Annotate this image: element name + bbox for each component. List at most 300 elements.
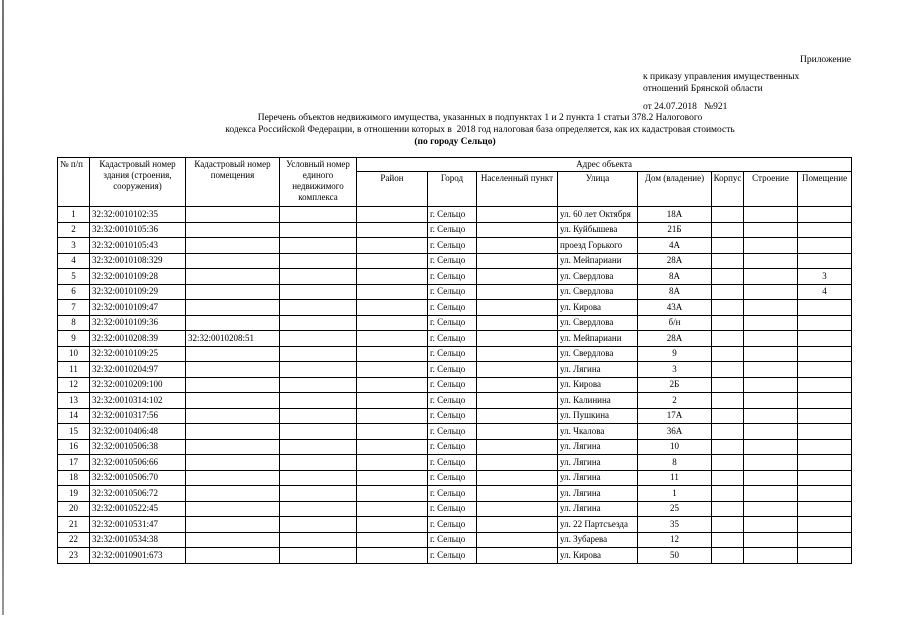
cell-city: г. Сельцо: [428, 424, 477, 440]
table-row: [58, 362, 852, 378]
cell-room: [798, 424, 852, 440]
cell-building: 32:32:0010209:100: [90, 377, 186, 393]
cell-room: [798, 362, 852, 378]
table-row: [58, 222, 852, 238]
cell-building: 32:32:0010208:39: [90, 331, 186, 347]
cell-city: г. Сельцо: [428, 486, 477, 502]
cell-structure: [744, 284, 798, 300]
cell-num: 12: [58, 377, 90, 393]
cell-structure: [744, 331, 798, 347]
cell-structure: [744, 424, 798, 440]
cell-premise: [186, 486, 280, 502]
cell-num: 3: [58, 238, 90, 254]
cell-district: [357, 284, 428, 300]
cell-house: 28А: [638, 253, 712, 269]
table-row: [58, 501, 852, 517]
cell-block: [712, 207, 744, 223]
cell-structure: [744, 408, 798, 424]
cell-district: [357, 346, 428, 362]
cell-street: ул. Лягина: [558, 455, 638, 471]
cell-street: проезд Горького: [558, 238, 638, 254]
table-row: [58, 517, 852, 533]
cell-city: г. Сельцо: [428, 238, 477, 254]
cell-num: 17: [58, 455, 90, 471]
table-row: [58, 470, 852, 486]
order-date: от 24.07.2018 №921: [643, 102, 728, 112]
cell-house: 25: [638, 501, 712, 517]
table-row: [58, 548, 852, 564]
cell-room: [798, 377, 852, 393]
cell-locality: [477, 439, 558, 455]
cell-complex: [280, 284, 357, 300]
cell-room: 3: [798, 269, 852, 285]
cell-building: 32:32:0010102:35: [90, 207, 186, 223]
order-line-2: отношений Брянской области: [643, 84, 763, 94]
table-row: [58, 269, 852, 285]
cell-city: г. Сельцо: [428, 393, 477, 409]
table-row: [58, 346, 852, 362]
cell-city: г. Сельцо: [428, 253, 477, 269]
cell-locality: [477, 377, 558, 393]
cell-street: ул. Свердлова: [558, 269, 638, 285]
cell-locality: [477, 269, 558, 285]
cell-complex: [280, 207, 357, 223]
cell-city: г. Сельцо: [428, 532, 477, 548]
cell-room: [798, 238, 852, 254]
cell-house: 4А: [638, 238, 712, 254]
cell-structure: [744, 548, 798, 564]
cell-city: г. Сельцо: [428, 362, 477, 378]
cell-complex: [280, 470, 357, 486]
cell-num: 5: [58, 269, 90, 285]
cell-complex: [280, 377, 357, 393]
order-line-1: к приказу управления имущественных: [643, 72, 800, 82]
cell-room: [798, 315, 852, 331]
table-row: [58, 408, 852, 424]
cell-structure: [744, 315, 798, 331]
cell-street: ул. Свердлова: [558, 315, 638, 331]
cell-premise: [186, 300, 280, 316]
cell-house: 36А: [638, 424, 712, 440]
cell-district: [357, 315, 428, 331]
cell-structure: [744, 532, 798, 548]
header-district: Район: [357, 172, 428, 207]
cell-locality: [477, 300, 558, 316]
cell-building: 32:32:0010109:36: [90, 315, 186, 331]
cell-street: ул. Лягина: [558, 439, 638, 455]
cell-building: 32:32:0010314:102: [90, 393, 186, 409]
header-premise-cadastral: Кадастровый номер помещения: [186, 158, 280, 207]
cell-structure: [744, 517, 798, 533]
cell-room: [798, 331, 852, 347]
cell-complex: [280, 300, 357, 316]
cell-street: ул. Кирова: [558, 377, 638, 393]
cell-structure: [744, 455, 798, 471]
cell-district: [357, 393, 428, 409]
cell-house: 1: [638, 486, 712, 502]
cell-building: 32:32:0010506:66: [90, 455, 186, 471]
table-row: [58, 532, 852, 548]
cell-city: г. Сельцо: [428, 222, 477, 238]
cell-structure: [744, 362, 798, 378]
cell-premise: [186, 470, 280, 486]
cell-locality: [477, 408, 558, 424]
cell-room: [798, 548, 852, 564]
cell-street: ул. Лягина: [558, 501, 638, 517]
title-line-3: (по городу Сельцо): [414, 137, 496, 147]
cell-premise: [186, 408, 280, 424]
cell-block: [712, 346, 744, 362]
cell-room: [798, 517, 852, 533]
cell-street: ул. Кирова: [558, 300, 638, 316]
cell-house: 8А: [638, 269, 712, 285]
cell-house: 9: [638, 346, 712, 362]
cell-house: 50: [638, 548, 712, 564]
cell-building: 32:32:0010531:47: [90, 517, 186, 533]
header-block: Корпус: [712, 172, 744, 207]
cell-complex: [280, 455, 357, 471]
cell-locality: [477, 501, 558, 517]
cell-premise: [186, 315, 280, 331]
table-row: [58, 439, 852, 455]
cell-city: г. Сельцо: [428, 300, 477, 316]
cell-block: [712, 315, 744, 331]
cell-complex: [280, 315, 357, 331]
cell-num: 13: [58, 393, 90, 409]
cell-building: 32:32:0010522:45: [90, 501, 186, 517]
cell-premise: [186, 377, 280, 393]
cell-block: [712, 284, 744, 300]
cell-house: 12: [638, 532, 712, 548]
cell-premise: [186, 362, 280, 378]
cell-premise: [186, 346, 280, 362]
cell-district: [357, 548, 428, 564]
cell-block: [712, 439, 744, 455]
cell-block: [712, 362, 744, 378]
cell-house: 8А: [638, 284, 712, 300]
cell-num: 8: [58, 315, 90, 331]
cell-district: [357, 408, 428, 424]
cell-structure: [744, 222, 798, 238]
cell-city: г. Сельцо: [428, 501, 477, 517]
cell-building: 32:32:0010109:29: [90, 284, 186, 300]
cell-street: ул. Зубарева: [558, 532, 638, 548]
cell-structure: [744, 439, 798, 455]
header-num: № п/п: [58, 158, 90, 207]
cell-block: [712, 253, 744, 269]
cell-premise: [186, 424, 280, 440]
cell-premise: [186, 284, 280, 300]
cell-structure: [744, 486, 798, 502]
cell-block: [712, 393, 744, 409]
cell-room: [798, 346, 852, 362]
cell-num: 9: [58, 331, 90, 347]
cell-house: 43А: [638, 300, 712, 316]
cell-structure: [744, 207, 798, 223]
cell-street: ул. Пушкина: [558, 408, 638, 424]
cell-building: 32:32:0010506:38: [90, 439, 186, 455]
appendix-label: Приложение: [800, 55, 851, 65]
cell-locality: [477, 346, 558, 362]
cell-block: [712, 331, 744, 347]
cell-room: [798, 222, 852, 238]
cell-locality: [477, 207, 558, 223]
cell-street: ул. Калинина: [558, 393, 638, 409]
cell-house: 18А: [638, 207, 712, 223]
cell-street: ул. Свердлова: [558, 346, 638, 362]
cell-complex: [280, 501, 357, 517]
cell-locality: [477, 486, 558, 502]
cell-district: [357, 362, 428, 378]
cell-street: ул. Лягина: [558, 486, 638, 502]
cell-locality: [477, 517, 558, 533]
cell-district: [357, 300, 428, 316]
cell-city: г. Сельцо: [428, 315, 477, 331]
cell-district: [357, 439, 428, 455]
table-row: [58, 207, 852, 223]
cell-structure: [744, 238, 798, 254]
cell-block: [712, 269, 744, 285]
table-row: [58, 486, 852, 502]
cell-city: г. Сельцо: [428, 284, 477, 300]
table-row: [58, 315, 852, 331]
cell-district: [357, 207, 428, 223]
cell-block: [712, 501, 744, 517]
cell-district: [357, 222, 428, 238]
cell-street: ул. Лягина: [558, 362, 638, 378]
cell-room: [798, 532, 852, 548]
cell-locality: [477, 455, 558, 471]
cell-street: ул. Кирова: [558, 548, 638, 564]
cell-complex: [280, 408, 357, 424]
objects-table: [57, 157, 852, 564]
cell-structure: [744, 346, 798, 362]
table-row: [58, 377, 852, 393]
cell-complex: [280, 486, 357, 502]
cell-district: [357, 424, 428, 440]
table-row: [58, 455, 852, 471]
cell-block: [712, 424, 744, 440]
cell-structure: [744, 253, 798, 269]
cell-complex: [280, 269, 357, 285]
cell-structure: [744, 393, 798, 409]
cell-room: [798, 408, 852, 424]
cell-room: [798, 455, 852, 471]
cell-building: 32:32:0010506:70: [90, 470, 186, 486]
cell-district: [357, 470, 428, 486]
cell-locality: [477, 238, 558, 254]
cell-district: [357, 238, 428, 254]
cell-structure: [744, 470, 798, 486]
cell-locality: [477, 222, 558, 238]
cell-structure: [744, 377, 798, 393]
cell-num: 20: [58, 501, 90, 517]
cell-district: [357, 253, 428, 269]
cell-num: 2: [58, 222, 90, 238]
cell-building: 32:32:0010105:43: [90, 238, 186, 254]
cell-street: ул. Куйбышева: [558, 222, 638, 238]
header-room: Помещение: [798, 172, 852, 207]
cell-district: [357, 517, 428, 533]
cell-street: ул. Свердлова: [558, 284, 638, 300]
table-row: [58, 331, 852, 347]
cell-street: ул. Лягина: [558, 470, 638, 486]
cell-premise: [186, 439, 280, 455]
cell-block: [712, 222, 744, 238]
cell-premise: [186, 548, 280, 564]
cell-block: [712, 300, 744, 316]
cell-building: 32:32:0010108:329: [90, 253, 186, 269]
cell-locality: [477, 393, 558, 409]
cell-room: 4: [798, 284, 852, 300]
cell-house: 8: [638, 455, 712, 471]
cell-num: 23: [58, 548, 90, 564]
cell-complex: [280, 331, 357, 347]
cell-building: 32:32:0010109:47: [90, 300, 186, 316]
cell-complex: [280, 346, 357, 362]
cell-room: [798, 300, 852, 316]
cell-premise: [186, 501, 280, 517]
cell-house: 35: [638, 517, 712, 533]
cell-locality: [477, 532, 558, 548]
title-line-1: Перечень объектов недвижимого имущества, указанных в подпунктах 1 и 2 пункта 1 статьи 378.2 Налогового: [257, 113, 703, 123]
cell-block: [712, 377, 744, 393]
cell-num: 18: [58, 470, 90, 486]
cell-num: 22: [58, 532, 90, 548]
cell-house: 17А: [638, 408, 712, 424]
cell-city: г. Сельцо: [428, 455, 477, 471]
cell-house: 10: [638, 439, 712, 455]
scan-edge-shadow: [2, 0, 4, 615]
cell-city: г. Сельцо: [428, 207, 477, 223]
cell-room: [798, 207, 852, 223]
cell-structure: [744, 269, 798, 285]
table-row: [58, 300, 852, 316]
cell-premise: [186, 207, 280, 223]
table-row: [58, 284, 852, 300]
cell-locality: [477, 284, 558, 300]
cell-district: [357, 486, 428, 502]
cell-locality: [477, 362, 558, 378]
cell-num: 7: [58, 300, 90, 316]
cell-house: 28А: [638, 331, 712, 347]
cell-complex: [280, 548, 357, 564]
cell-city: г. Сельцо: [428, 517, 477, 533]
cell-structure: [744, 300, 798, 316]
cell-locality: [477, 253, 558, 269]
cell-district: [357, 532, 428, 548]
cell-street: ул. 60 лет Октября: [558, 207, 638, 223]
table-body: [58, 207, 852, 564]
cell-block: [712, 238, 744, 254]
cell-room: [798, 501, 852, 517]
cell-locality: [477, 424, 558, 440]
cell-locality: [477, 470, 558, 486]
cell-num: 16: [58, 439, 90, 455]
cell-complex: [280, 424, 357, 440]
cell-district: [357, 455, 428, 471]
cell-district: [357, 269, 428, 285]
cell-num: 6: [58, 284, 90, 300]
cell-complex: [280, 362, 357, 378]
cell-building: 32:32:0010109:25: [90, 346, 186, 362]
cell-street: ул. 22 Партсъезда: [558, 517, 638, 533]
cell-city: г. Сельцо: [428, 408, 477, 424]
cell-num: 11: [58, 362, 90, 378]
cell-room: [798, 439, 852, 455]
cell-city: г. Сельцо: [428, 269, 477, 285]
cell-num: 1: [58, 207, 90, 223]
cell-city: г. Сельцо: [428, 346, 477, 362]
header-street: Улица: [558, 172, 638, 207]
header-house: Дом (владение): [638, 172, 712, 207]
cell-building: 32:32:0010901:673: [90, 548, 186, 564]
table-row: [58, 253, 852, 269]
cell-street: ул. Чкалова: [558, 424, 638, 440]
cell-building: 32:32:0010317:56: [90, 408, 186, 424]
cell-premise: 32:32:0010208:51: [186, 331, 280, 347]
cell-block: [712, 470, 744, 486]
cell-locality: [477, 548, 558, 564]
cell-premise: [186, 393, 280, 409]
cell-num: 14: [58, 408, 90, 424]
cell-house: 11: [638, 470, 712, 486]
cell-premise: [186, 517, 280, 533]
cell-block: [712, 408, 744, 424]
cell-premise: [186, 269, 280, 285]
cell-num: 15: [58, 424, 90, 440]
header-complex-number: Условный номер единого недвижимого комплекса: [280, 158, 357, 207]
table-row: [58, 424, 852, 440]
cell-premise: [186, 253, 280, 269]
cell-building: 32:32:0010506:72: [90, 486, 186, 502]
cell-num: 19: [58, 486, 90, 502]
cell-block: [712, 486, 744, 502]
cell-city: г. Сельцо: [428, 331, 477, 347]
header-address: Адрес объекта: [357, 158, 852, 172]
cell-premise: [186, 222, 280, 238]
header-city: Город: [428, 172, 477, 207]
cell-block: [712, 532, 744, 548]
cell-room: [798, 393, 852, 409]
cell-building: 32:32:0010534:38: [90, 532, 186, 548]
cell-structure: [744, 501, 798, 517]
cell-num: 21: [58, 517, 90, 533]
cell-building: 32:32:0010406:48: [90, 424, 186, 440]
table-header: [58, 158, 852, 207]
cell-room: [798, 253, 852, 269]
table-row: [58, 393, 852, 409]
cell-block: [712, 455, 744, 471]
cell-premise: [186, 238, 280, 254]
cell-complex: [280, 532, 357, 548]
cell-house: б/н: [638, 315, 712, 331]
cell-complex: [280, 517, 357, 533]
cell-building: 32:32:0010109:28: [90, 269, 186, 285]
cell-house: 3: [638, 362, 712, 378]
cell-block: [712, 517, 744, 533]
cell-street: ул. Мейпариани: [558, 253, 638, 269]
header-structure: Строение: [744, 172, 798, 207]
table-row: [58, 238, 852, 254]
cell-house: 2: [638, 393, 712, 409]
cell-house: 21Б: [638, 222, 712, 238]
cell-complex: [280, 439, 357, 455]
cell-premise: [186, 532, 280, 548]
cell-city: г. Сельцо: [428, 548, 477, 564]
cell-district: [357, 501, 428, 517]
cell-building: 32:32:0010204:97: [90, 362, 186, 378]
